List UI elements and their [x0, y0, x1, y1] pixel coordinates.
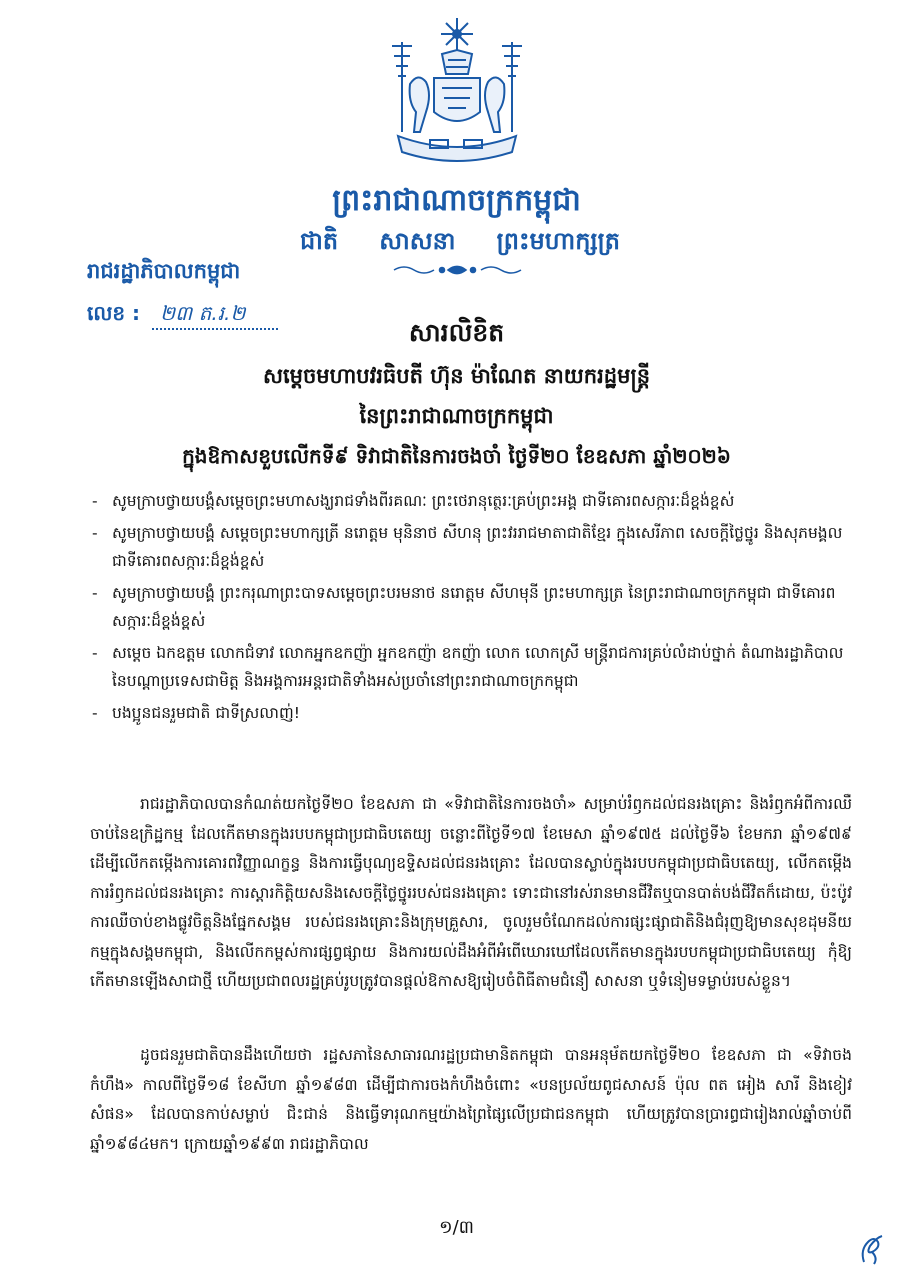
greeting-item: - បងប្អូនជនរួមជាតិ ជាទីស្រលាញ់!	[92, 704, 300, 722]
reference-number: ២៣ ត.រ.២	[152, 298, 278, 330]
greetings-list	[92, 487, 852, 731]
national-motto	[300, 224, 620, 258]
royal-coat-of-arms-icon	[372, 12, 542, 172]
body-paragraph-1: រាជរដ្ឋាភិបាលបានកំណត់យកថ្ងៃទី២០ ខែឧសភា ជា «ទិវាជាតិនៃការចងចាំ» សម្រាប់រំឭកដល់ជនរងគ្រោះ និងរំឭកអំពីការឈឺចាប់នៃឧក្រិដ្ឋកម្ម ដែលកើតមានក្នុងរបបកម្ពុជាប្រជាធិបតេយ្យ ចន្លោះពីថ្ងៃទី១៧ ខែមេសា ឆ្នាំ១៩៧៥ ដល់ថ្ងៃទី៦ ខែមករា ឆ្នាំ១៩៧៩ ដើម្បីលើកតម្កើងការគោរពវិញ្ញាណក្ខន្ធ និងការធ្វើបុណ្យឧទ្ទិសដល់ជនរងគ្រោះ ដែលបានស្លាប់ក្នុងរបបកម្ពុជាប្រជាធិបតេយ្យ, លើកតម្កើងការរំឭកដល់ជនរងគ្រោះ ការស្តារកិត្តិយសនិងសេចក្តីថ្លៃថ្នូររបស់ជនរងគ្រោះ ទោះជានៅរស់រានមានជីវិតឬបានបាត់បង់ជីវិតក៏ដោយ, ប៉ះប៉ូវការឈឺចាប់ខាងផ្លូវចិត្តនិងផ្នែកសង្គម របស់ជនរងគ្រោះនិងក្រុមគ្រួសារ, ចូលរួមចំណែកដល់ការផ្សះផ្សាជាតិនិងជំរុញឱ្យមានសុខដុមនីយកម្មក្នុងសង្គមកម្ពុជា, និងលើកកម្ពស់ការផ្សព្វផ្សាយ និងការយល់ដឹងអំពីអំពើឃោរឃៅដែលកើតមានក្នុងរបបកម្ពុជាប្រជាធិបតេយ្យ កុំឱ្យកើតមានឡើងសាជាថ្មី ហើយប្រជាពលរដ្ឋគ្រប់រូបត្រូវបានផ្តល់ឱកាសឱ្យរៀបចំពិធីតាមជំនឿ សាសនា ឬទំនៀមទម្លាប់របស់ខ្លួន។	[90, 795, 852, 990]
greeting-item: - សូមក្រាបថ្វាយបង្គំសម្តេចព្រះមហាសង្ឃរាជទាំងពីរគណៈ ព្រះថេរានុត្ថេរៈគ្រប់ព្រះអង្គ ជាទីគោរពសក្ការៈដ៏ខ្ពង់ខ្ពស់	[92, 492, 735, 510]
reference-label: លេខ :	[87, 301, 141, 325]
handwritten-initials-icon	[858, 1232, 886, 1266]
title-kingdom: នៃព្រះរាជាណាចក្រកម្ពុជា	[359, 404, 554, 428]
motto-king: ព្រះមហាក្សត្រ	[496, 227, 620, 255]
greeting-item: - សូមក្រាបថ្វាយបង្គំ ព្រះករុណាព្រះបាទសម្តេចព្រះបរមនាថ នរោត្តម សីហមុនី ព្រះមហាក្សត្រ នៃព្រះរាជាណាចក្រកម្ពុជា ជាទីគោរពសក្ការៈដ៏ខ្ពង់ខ្ពស់	[92, 584, 836, 630]
document-title: សារលិខិត	[408, 318, 505, 347]
ornament-divider-icon	[390, 262, 525, 278]
kingdom-name: ព្រះរាជាណាចក្រកម្ពុជា	[332, 183, 581, 218]
greeting-item: - សូមក្រាបថ្វាយបង្គំ សម្តេចព្រះមហាក្សត្រី នរោត្តម មុនិនាថ សីហនុ ព្រះវររាជមាតាជាតិខ្មែរ ក្នុងសេរីភាព សេចក្តីថ្លៃថ្នូរ និងសុភមង្គល ជាទីគោរពសក្ការៈដ៏ខ្ពង់ខ្ពស់	[92, 524, 843, 570]
motto-religion: សាសនា	[379, 227, 456, 255]
greeting-item: - សម្តេច ឯកឧត្តម លោកជំទាវ លោកអ្នកឧកញ៉ា អ្នកឧកញ៉ា ឧកញ៉ា លោក លោកស្រី មន្ត្រីរាជការគ្រប់លំដាប់ថ្នាក់ តំណាងរដ្ឋាភិបាលនៃបណ្តាប្រទេសជាមិត្ត និងអង្គការអន្តរជាតិទាំងអស់ប្រចាំនៅព្រះរាជាណាចក្រកម្ពុជា	[92, 644, 844, 690]
body-paragraph-2: ដូចជនរួមជាតិបានដឹងហើយថា រដ្ឋសភានៃសាធារណរដ្ឋប្រជាមានិតកម្ពុជា បានអនុម័តយកថ្ងៃទី២០ ខែឧសភា ជា «ទិវាចងកំហឹង» កាលពីថ្ងៃទី១៨ ខែសីហា ឆ្នាំ១៩៨៣ ដើម្បីជាការចងកំហឹងចំពោះ «បនប្រល័យពូជសាសន៍ ប៉ុល ពត អៀង សារី និងខៀវ សំផន» ដែលបានកាប់សម្លាប់ ជិះជាន់ និងធ្វើទារុណកម្មយ៉ាងព្រៃផ្សៃលើប្រជាជនកម្ពុជា ហើយត្រូវបានប្រារព្ធជារៀងរាល់ឆ្នាំចាប់ពីឆ្នាំ១៩៨៤មក។ ក្រោយឆ្នាំ១៩៩៣ រាជរដ្ឋាភិបាល	[90, 1046, 852, 1153]
greeting-text: បងប្អូនជនរួមជាតិ ជាទីស្រលាញ់!	[112, 704, 300, 722]
greeting-text: សូមក្រាបថ្វាយបង្គំសម្តេចព្រះមហាសង្ឃរាជទាំងពីរគណៈ ព្រះថេរានុត្ថេរៈគ្រប់ព្រះអង្គ ជាទីគោរពសក្ការៈដ៏ខ្ពង់ខ្ពស់	[112, 492, 735, 510]
greeting-text: សម្តេច ឯកឧត្តម លោកជំទាវ លោកអ្នកឧកញ៉ា អ្នកឧកញ៉ា ឧកញ៉ា លោក លោកស្រី មន្ត្រីរាជការគ្រប់លំដាប់ថ្នាក់ តំណាងរដ្ឋាភិបាលនៃបណ្តាប្រទេសជាមិត្ត និងអង្គការអន្តរជាតិទាំងអស់ប្រចាំនៅព្រះរាជាណាចក្រកម្ពុជា	[112, 644, 844, 690]
greeting-text: សូមក្រាបថ្វាយបង្គំ ព្រះករុណាព្រះបាទសម្តេចព្រះបរមនាថ នរោត្តម សីហមុនី ព្រះមហាក្សត្រ នៃព្រះរាជាណាចក្រកម្ពុជា ជាទីគោរពសក្ការៈដ៏ខ្ពង់ខ្ពស់	[112, 584, 836, 630]
page-number: ១/៣	[438, 1217, 475, 1238]
government-name: រាជរដ្ឋាភិបាលកម្ពុជា	[87, 259, 241, 283]
title-sender: សម្តេចមហាបវរធិបតី ហ៊ុន ម៉ាណែត នាយករដ្ឋមន្ត្រី	[262, 364, 651, 388]
title-occasion: ក្នុងឱកាសខួបលើកទី៩ ទិវាជាតិនៃការចងចាំ ថ្ងៃទី២០ ខែឧសភា ឆ្នាំ២០២៦	[182, 444, 731, 468]
greeting-text: សូមក្រាបថ្វាយបង្គំ សម្តេចព្រះមហាក្សត្រី នរោត្តម មុនិនាថ សីហនុ ព្រះវររាជមាតាជាតិខ្មែរ ក្នុងសេរីភាព សេចក្តីថ្លៃថ្នូរ និងសុភមង្គល ជាទីគោរពសក្ការៈដ៏ខ្ពង់ខ្ពស់	[112, 524, 843, 570]
motto-nation: ជាតិ	[300, 227, 339, 255]
